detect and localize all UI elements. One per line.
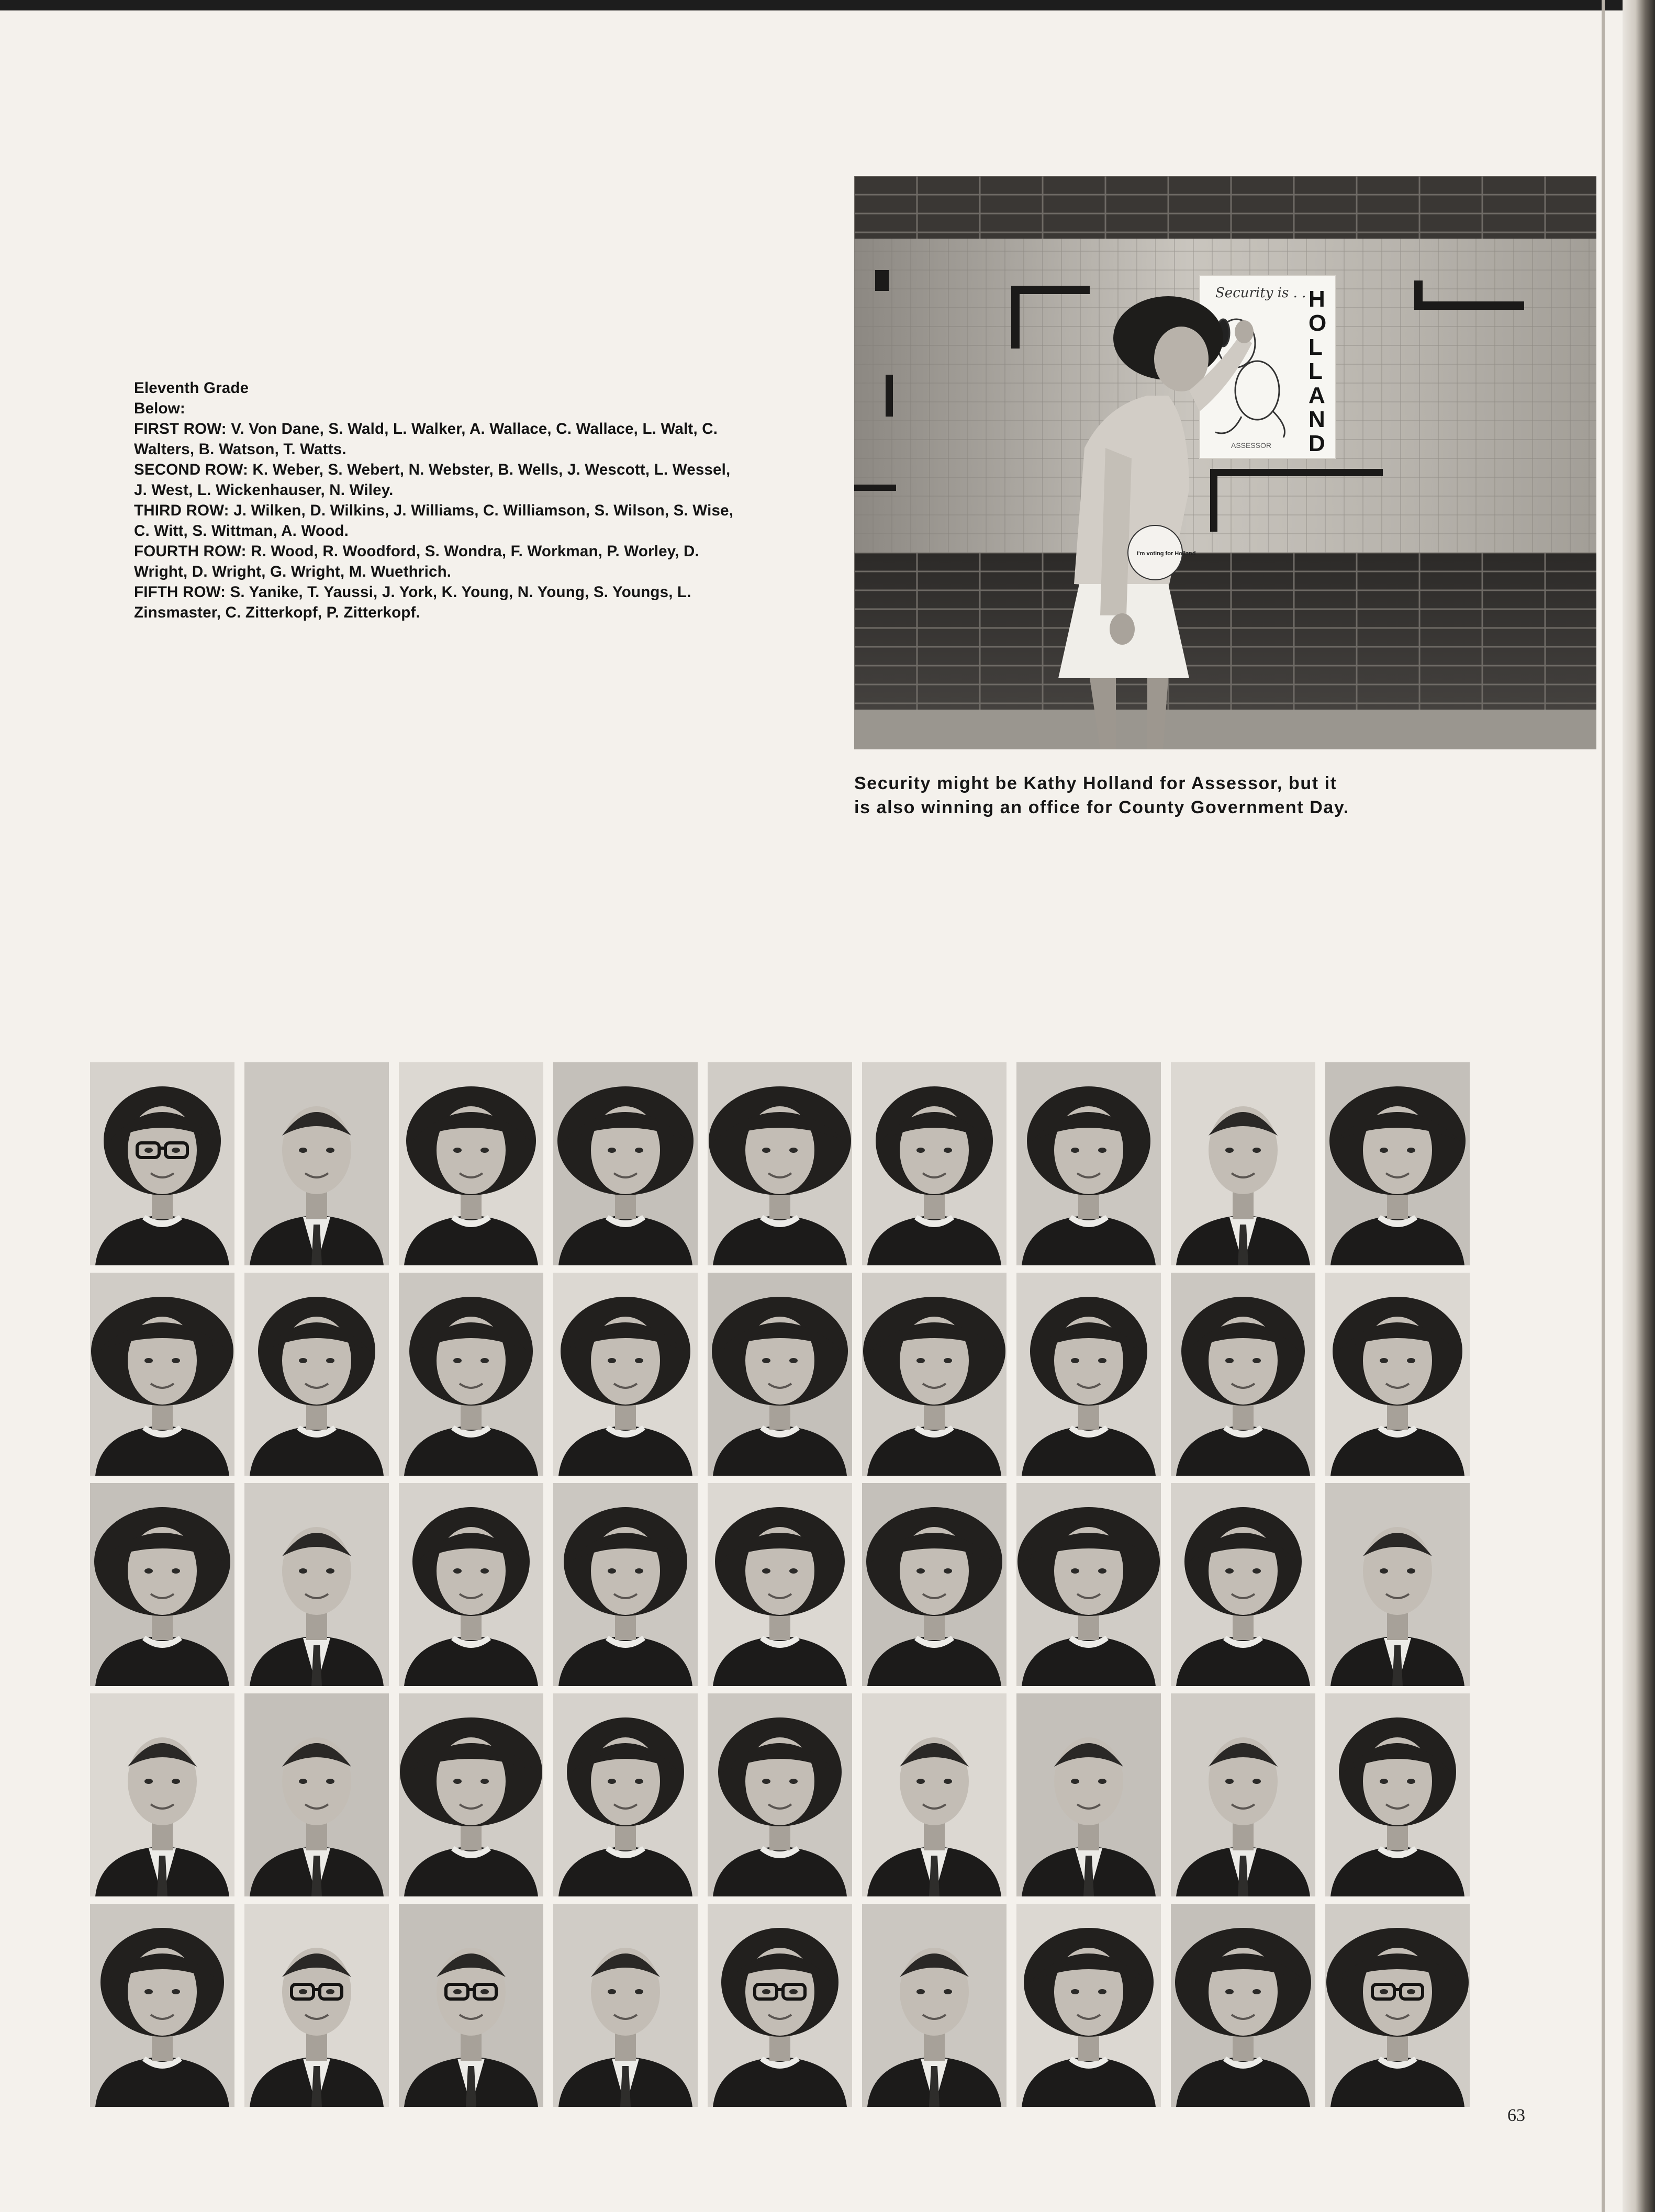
photo-caption (854, 771, 1440, 819)
student-portrait (553, 1062, 698, 1265)
poster-letter: L (1309, 334, 1323, 360)
student-portrait (1171, 1693, 1315, 1896)
portrait-drawing (708, 1483, 852, 1686)
portrait-drawing (862, 1062, 1007, 1265)
student-portrait (90, 1693, 234, 1896)
portrait-drawing (553, 1904, 698, 2107)
student-portrait (399, 1693, 543, 1896)
portrait-drawing (862, 1904, 1007, 2107)
student-portrait (399, 1483, 543, 1686)
portrait-drawing (1016, 1062, 1161, 1265)
portrait-drawing (244, 1062, 389, 1265)
portrait-drawing (1171, 1483, 1315, 1686)
row-label: SECOND ROW: (134, 461, 248, 478)
caption-row-fifth-cont: Zinsmaster, C. Zitterkopf, P. Zitterkopf. (134, 604, 420, 621)
row-names: K. Weber, S. Webert, N. Webster, B. Wells, J. Wescott, L. Wessel, (248, 461, 731, 478)
student-portrait (1325, 1904, 1470, 2107)
student-portrait (244, 1904, 389, 2107)
portrait-drawing (399, 1483, 543, 1686)
student-portrait (90, 1273, 234, 1476)
student-portrait (862, 1062, 1007, 1265)
portrait-drawing (1171, 1693, 1315, 1896)
row-label: THIRD ROW: (134, 502, 229, 519)
row-label: FOURTH ROW: (134, 543, 247, 560)
portrait-drawing (90, 1062, 234, 1265)
caption-row-third-cont: C. Witt, S. Wittman, A. Wood. (134, 522, 349, 540)
student-portrait (553, 1904, 698, 2107)
row-names: V. Von Dane, S. Wald, L. Walker, A. Wallace, C. Wallace, L. Walt, C. (226, 420, 718, 437)
caption-row-fourth (134, 541, 762, 562)
portrait-drawing (1171, 1904, 1315, 2107)
hallway-poster-photo (854, 176, 1596, 749)
student-portrait (1016, 1904, 1161, 2107)
student-portrait (1016, 1693, 1161, 1896)
portrait-drawing (1325, 1904, 1470, 2107)
portrait-drawing (1171, 1273, 1315, 1476)
student-portrait (1325, 1693, 1470, 1896)
portrait-drawing (1016, 1693, 1161, 1896)
student-portrait (244, 1062, 389, 1265)
portrait-drawing (708, 1904, 852, 2107)
portrait-drawing (399, 1062, 543, 1265)
student-portrait (1171, 1062, 1315, 1265)
portrait-drawing (90, 1904, 234, 2107)
caption-row-second (134, 459, 762, 480)
student-portrait (399, 1062, 543, 1265)
student-portrait (553, 1483, 698, 1686)
portrait-drawing (244, 1693, 389, 1896)
student-portrait (708, 1904, 852, 2107)
caption-row-third (134, 500, 762, 521)
campaign-badge-text: I'm voting for Holland (1137, 551, 1196, 557)
portrait-drawing (244, 1273, 389, 1476)
portrait-drawing (862, 1483, 1007, 1686)
row-names: R. Wood, R. Woodford, S. Wondra, F. Workman, P. Worley, D. (246, 543, 699, 560)
portrait-drawing (244, 1904, 389, 2107)
caption-row-first-cont: Walters, B. Watson, T. Watts. (134, 441, 346, 458)
student-portrait (1016, 1273, 1161, 1476)
portrait-drawing (399, 1273, 543, 1476)
student-portrait (708, 1693, 852, 1896)
row-names: S. Yanike, T. Yaussi, J. York, K. Young, N. Young, S. Youngs, L. (226, 583, 691, 601)
student-portrait (708, 1483, 852, 1686)
student-portrait (1325, 1273, 1470, 1476)
student-portrait (1016, 1483, 1161, 1686)
student-portrait (553, 1693, 698, 1896)
portrait-drawing (244, 1483, 389, 1686)
portrait-drawing (1016, 1273, 1161, 1476)
portrait-drawing (1325, 1693, 1470, 1896)
portrait-drawing (862, 1273, 1007, 1476)
portrait-drawing (1325, 1273, 1470, 1476)
page-top-edge (0, 0, 1655, 10)
portrait-drawing (1325, 1483, 1470, 1686)
poster-footer: ASSESSOR (1231, 441, 1272, 450)
student-portrait (244, 1273, 389, 1476)
student-portrait (708, 1062, 852, 1265)
portrait-drawing (553, 1273, 698, 1476)
student-portrait (90, 1062, 234, 1265)
student-portrait (862, 1693, 1007, 1896)
student-portrait (1016, 1062, 1161, 1265)
student-portrait (244, 1483, 389, 1686)
poster-letter: O (1309, 310, 1327, 336)
portrait-drawing (1016, 1904, 1161, 2107)
student-portrait (1325, 1483, 1470, 1686)
portrait-drawing (1325, 1062, 1470, 1265)
student-portrait (1171, 1273, 1315, 1476)
page-binding-edge (1623, 0, 1655, 2212)
portrait-drawing (399, 1904, 543, 2107)
class-caption (134, 378, 762, 623)
portrait-drawing (1016, 1483, 1161, 1686)
row-label: FIFTH ROW: (134, 583, 226, 601)
student-portrait-grid (90, 1062, 1470, 2106)
caption-row-first (134, 419, 762, 439)
student-portrait (553, 1273, 698, 1476)
student-portrait (708, 1273, 852, 1476)
student-portrait (1171, 1904, 1315, 2107)
photo-caption-line: is also winning an office for County Government Day. (854, 798, 1349, 817)
portrait-drawing (553, 1062, 698, 1265)
poster-letter: L (1309, 358, 1323, 384)
portrait-drawing (862, 1693, 1007, 1896)
poster-letter: H (1309, 286, 1325, 312)
portrait-drawing (553, 1483, 698, 1686)
portrait-drawing (708, 1273, 852, 1476)
student-portrait (399, 1273, 543, 1476)
student-portrait (244, 1693, 389, 1896)
student-portrait (399, 1904, 543, 2107)
portrait-drawing (399, 1693, 543, 1896)
row-names: J. Wilken, D. Wilkins, J. Williams, C. Williamson, S. Wilson, S. Wise, (229, 502, 734, 519)
student-portrait (1171, 1483, 1315, 1686)
portrait-drawing (708, 1693, 852, 1896)
hallway-scene (854, 176, 1596, 749)
student-portrait (1325, 1062, 1470, 1265)
poster-letter: A (1309, 383, 1325, 408)
portrait-drawing (708, 1062, 852, 1265)
caption-row-fourth-cont: Wright, D. Wright, G. Wright, M. Wuethrich. (134, 563, 452, 580)
page-gutter-line (1602, 0, 1605, 2212)
page-number: 63 (1507, 2106, 1525, 2125)
caption-subheading: Below: (134, 400, 185, 417)
caption-row-second-cont: J. West, L. Wickenhauser, N. Wiley. (134, 481, 394, 499)
student-portrait (90, 1904, 234, 2107)
poster-script: Security is . . . (1215, 285, 1315, 301)
student-portrait (90, 1483, 234, 1686)
photo-caption-line: Security might be Kathy Holland for Assessor, but it (854, 773, 1337, 793)
portrait-drawing (90, 1483, 234, 1686)
student-portrait (862, 1273, 1007, 1476)
portrait-drawing (90, 1693, 234, 1896)
row-label: FIRST ROW: (134, 420, 227, 437)
student-portrait (862, 1483, 1007, 1686)
caption-row-fifth (134, 582, 762, 602)
student-portrait (862, 1904, 1007, 2107)
caption-heading: Eleventh Grade (134, 379, 249, 397)
portrait-drawing (553, 1693, 698, 1896)
portrait-drawing (90, 1273, 234, 1476)
poster-letter: N (1309, 407, 1325, 432)
poster-letter: D (1309, 431, 1325, 456)
portrait-drawing (1171, 1062, 1315, 1265)
